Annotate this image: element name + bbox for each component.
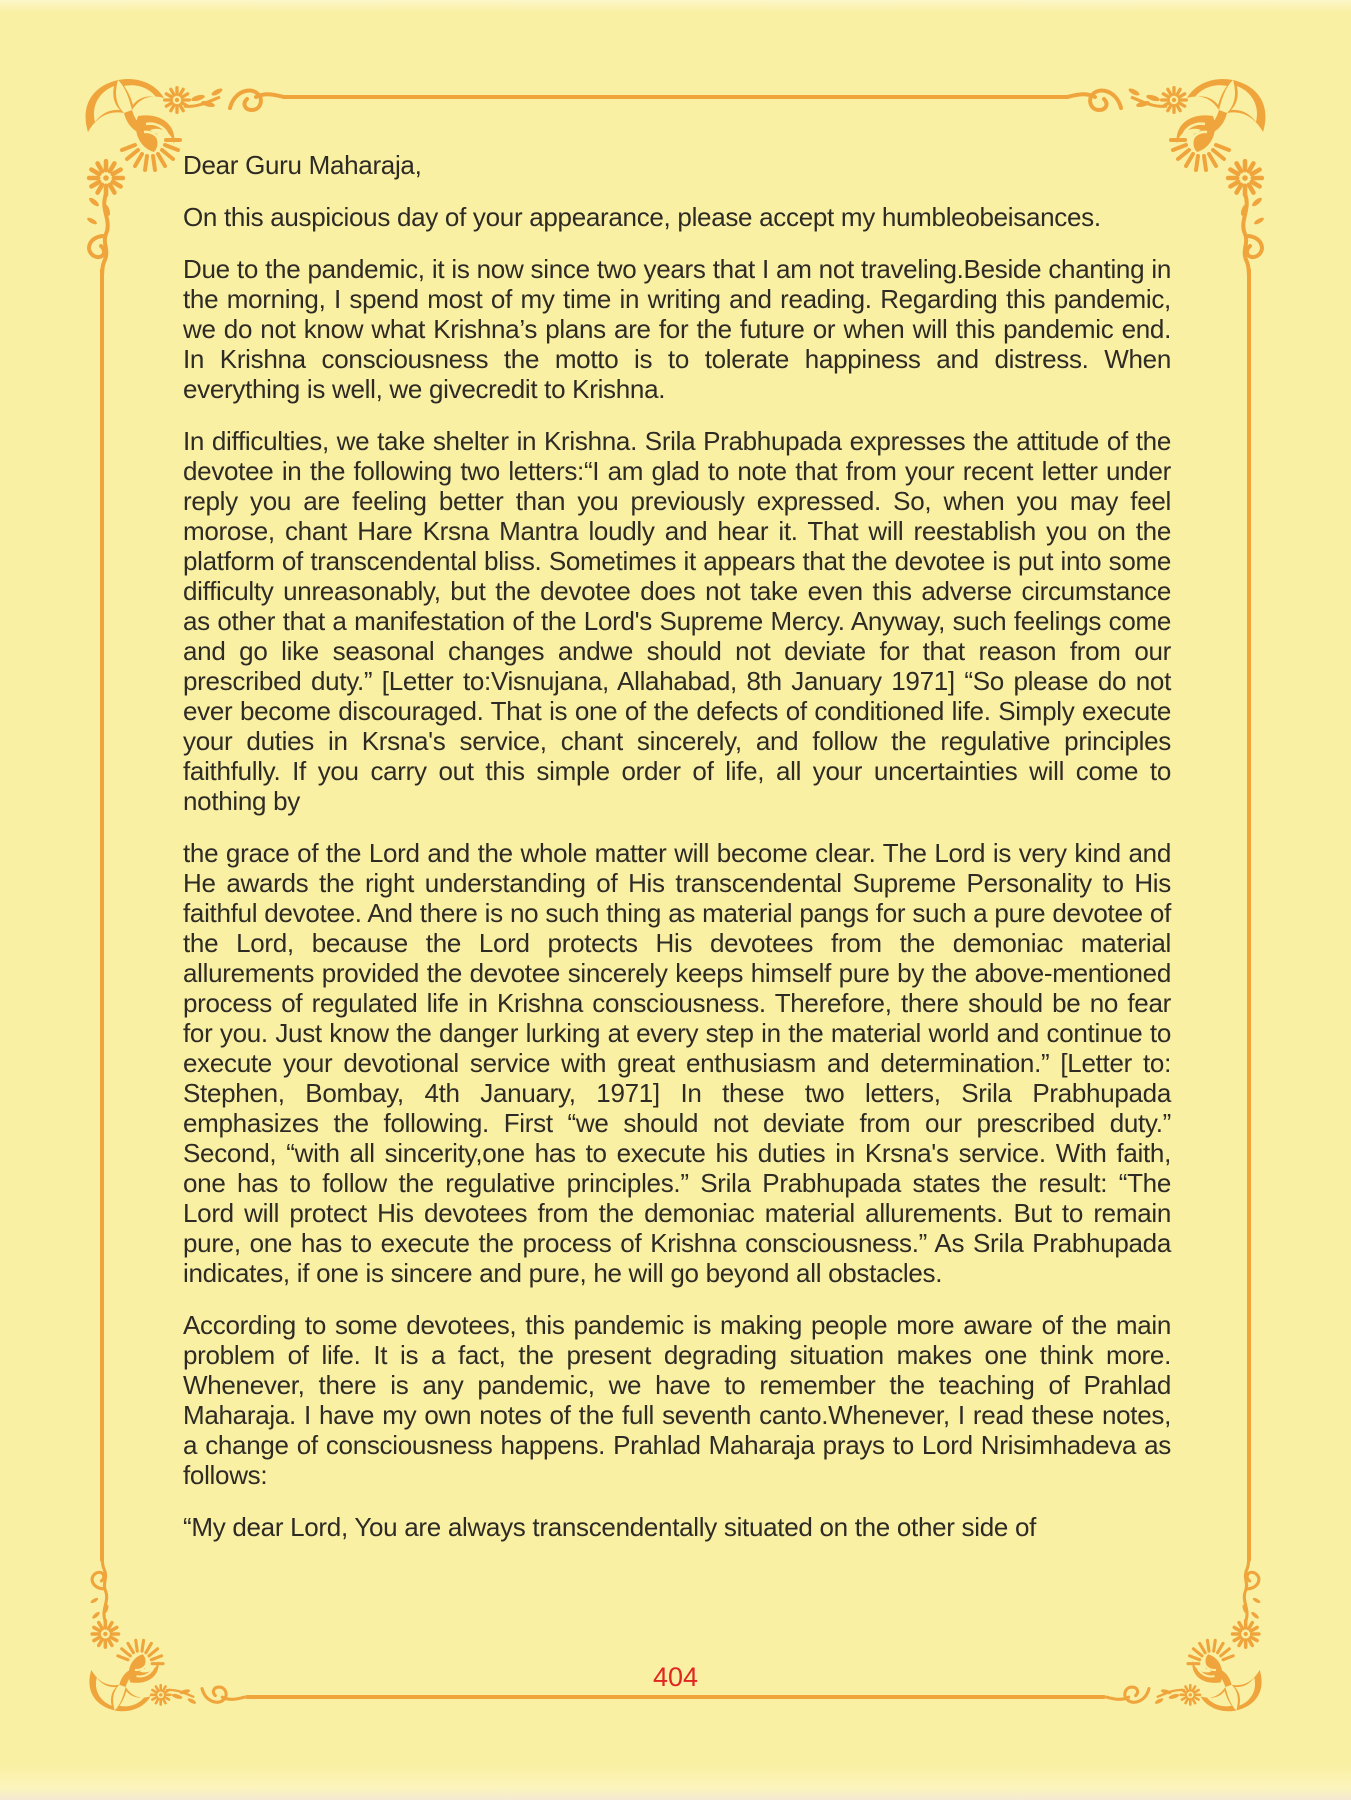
border-rule-top — [283, 95, 1069, 99]
paragraph-4: the grace of the Lord and the whole matter will become clear. The Lord is very kind and He awards the right understanding of His transcendental Supreme Personality to His faithful devotee. And there is no such thing as material pangs for such a pure devotee of the Lord, because the Lord protects His devotees from the demoniac material allurements provided the devotee sincerely keeps himself pure by the above-mentioned process of regulated life in Krishna consciousness. Therefore, there should be no fear for you. Just know the danger lurking at every step in the material world and continue to execute your devotional service with great enthusiasm and determination.” [Letter to: Stephen, Bombay, 4th January, 1971] In these two letters, Srila Prabhupada emphasizes the following. First “we should not deviate from our prescribed duty.” Second, “with all sincerity,one has to execute his duties in Krsna's service. With faith, one has to follow the regulative principles.” Srila Prabhupada states the result: “The Lord will protect His devotees from the demoniac material allurements. But to remain pure, one has to execute the process of Krishna consciousness.” As Srila Prabhupada indicates, if one is sincere and pure, he will go beyond all obstacles. — [183, 838, 1171, 1288]
paragraph-6: “My dear Lord, You are always transcendentally situated on the other side of — [183, 1512, 1037, 1542]
border-rule-right — [1247, 268, 1251, 1562]
letter-body — [183, 150, 1171, 1542]
paragraph-2: Due to the pandemic, it is now since two years that I am not traveling.Beside chanting in the morning, I spend most of my time in writing and reading. Regarding this pandemic, we do not know what Krishna’s plans are for the future or when will this pandemic end. In Krishna consciousness the motto is to tolerate happiness and distress. When everything is well, we givecredit to Krishna. — [183, 254, 1171, 404]
paragraph-5: According to some devotees, this pandemic is making people more aware of the main problem of life. It is a fact, the present degrading situation makes one think more. Whenever, there is any pandemic, we have to remember the teaching of Prahlad Maharaja. I have my own notes of the full seventh canto.Whenever, I read these notes, a change of consciousness happens. Prahlad Maharaja prays to Lord Nrisimhadeva as follows: — [183, 1310, 1171, 1490]
paragraph-1: On this auspicious day of your appearance, please accept my humbleobeisances. — [183, 202, 1101, 232]
border-rule-left — [100, 268, 104, 1562]
page-number: 404 — [652, 1662, 699, 1692]
salutation: Dear Guru Maharaja, — [183, 150, 422, 180]
paragraph-3: In difficulties, we take shelter in Krishna. Srila Prabhupada expresses the attitude of the devotee in the following two letters:“I am glad to note that from your recent letter under reply you are feeling better than you previously expressed. So, when you may feel morose, chant Hare Krsna Mantra loudly and hear it. That will reestablish you on the platform of transcendental bliss. Sometimes it appears that the devotee is put into some difficulty unreasonably, but the devotee does not take even this adverse circumstance as other that a manifestation of the Lord's Supreme Mercy. Anyway, such feelings come and go like seasonal changes andwe should not deviate for that reason from our prescribed duty.” [Letter to:Visnujana, Allahabad, 8th January 1971] “So please do not ever become discouraged. That is one of the defects of conditioned life. Simply execute your duties in Krsna's service, chant sincerely, and follow the regulative principles faithfully. If you carry out this simple order of life, all your uncertainties will come to nothing by — [183, 426, 1171, 816]
border-rule-bottom — [245, 1695, 1106, 1699]
